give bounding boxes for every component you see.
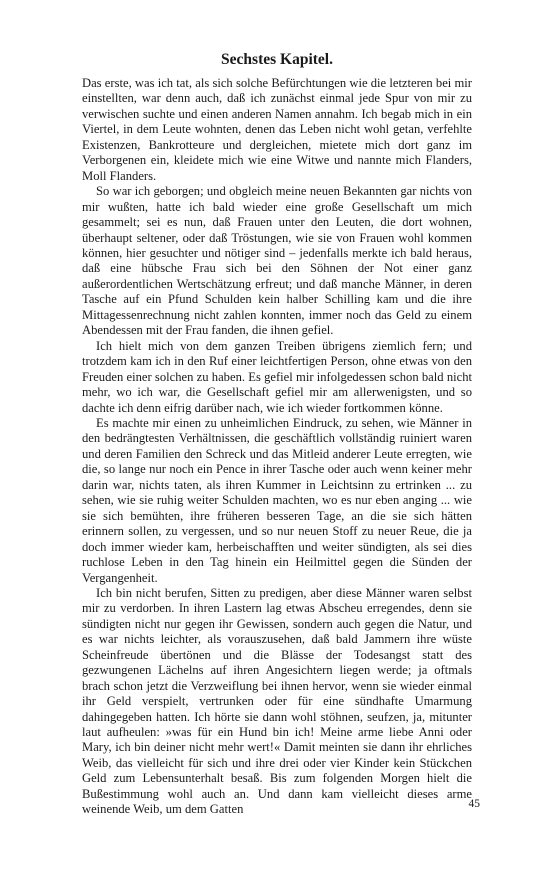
paragraph: Es machte mir einen zu unheimlichen Eindruck, zu sehen, wie Männer in den bedrängtesten Verhältnissen, die geschäftlich vollständig ruiniert waren und deren Familien den Schreck und das Mitleid anderer Leute erregten, wie die, so lange nur noch ein Pence in ihrer Tasche oder auch wenn keiner mehr darin war, nichts taten, als ihren Kummer in Leichtsinn zu ertrinken ... zu sehen, wie sie ruhig weiter Schulden machten, wo es nur eben anging ... wie sie sich bemühten, ihre früheren besseren Tage, an die sie sich hätten erinnern sollen, zu vergessen, und so nur neuen Stoff zu neuer Reue, die ja doch immer wieder kam, herbeischafften und weiter sündigten, als sei dies ruchlose Leben in den Tag hinein ein Heilmittel gegen die Sünden der Vergangenheit. bbox=[82, 415, 472, 585]
chapter-body bbox=[82, 76, 472, 818]
book-page bbox=[82, 50, 472, 818]
paragraph: Ich hielt mich von dem ganzen Treiben übrigens ziemlich fern; und trotzdem kam ich in den Ruf einer leichtfertigen Person, ohne etwas von den Freuden einer solchen zu haben. Es gefiel mir infolgedessen schon bald nicht mehr, wo ich war, die Gesellschaft gefiel mir am allerwenigsten, und so dachte ich denn eifrig darüber nach, wie ich wieder fortkommen könne. bbox=[82, 338, 472, 415]
paragraph: Ich bin nicht berufen, Sitten zu predigen, aber diese Männer waren selbst mir zu verdorben. In ihren Lastern lag etwas Abscheu erregendes, denn sie sündigten nicht nur gegen ihr Gewissen, sondern auch gegen die Natur, und es war nichts leichter, als vorauszusehen, daß bald Jammern ihre wüste Scheinfreude übertönen und die Blässe der Todesangst statt des gezwungenen Lächelns auf ihren Angesichtern liegen werde; ja oftmals brach schon jetzt die Verzweiflung bei ihnen hervor, wenn sie wieder einmal ihr Geld verspielt, vertrunken oder für eine sündhafte Umarmung dahingegeben hatten. Ich hörte sie dann wohl stöhnen, seufzen, ja, mitunter laut aufheulen: »was für ein Hund bin ich! Meine arme liebe Anni oder Mary, ich bin deiner nicht mehr wert!« Damit meinten sie dann ihr ehrliches Weib, das vielleicht für sich und ihre drei oder vier Kinder kein Stückchen Geld zum Lebensunterhalt besaß. Bis zum folgenden Morgen hielt die Bußestimmung wohl auch an. Und dann kam vielleicht dieses arme weinende Weib, um dem Gatten bbox=[82, 585, 472, 817]
paragraph: Das erste, was ich tat, als sich solche Befürchtungen wie die letzteren bei mir einstellten, war denn auch, daß ich zunächst einmal jede Spur von mir zu verwischen suchte und einen anderen Namen annahm. Ich begab mich in ein Viertel, in dem Leute wohnten, denen das Leben nicht wohl getan, verfehlte Existenzen, Bankrotteure und dergleichen, mietete mich dort ganz im Verborgenen ein, kleidete mich wie eine Witwe und nannte mich Flanders, Moll Flanders. bbox=[82, 76, 472, 183]
chapter-title: Sechstes Kapitel. bbox=[221, 51, 333, 68]
paragraph: So war ich geborgen; und obgleich meine neuen Bekannten gar nichts von mir wußten, hatte ich bald wieder eine große Gesellschaft um mich gesammelt; sei es nun, daß Frauen unter den Leuten, die dort wohnen, überhaupt seltener, oder daß Tröstungen, wie sie von Frauen wohl kommen können, hier gesuchter und nötiger sind – jedenfalls merkte ich bald heraus, daß eine hübsche Frau sich bei den Söhnen der Not einer ganz außerordentlichen Wertschätzung erfreut; und daß manche Männer, in deren Tasche auf ein Pfund Schulden kein halber Schilling kam und die ihre Mittagessenrechnung nicht zahlen konnten, immer noch das Geld zu einem Abendessen mit der Frau fanden, die ihnen gefiel. bbox=[82, 184, 472, 338]
page-number: 45 bbox=[468, 798, 480, 810]
